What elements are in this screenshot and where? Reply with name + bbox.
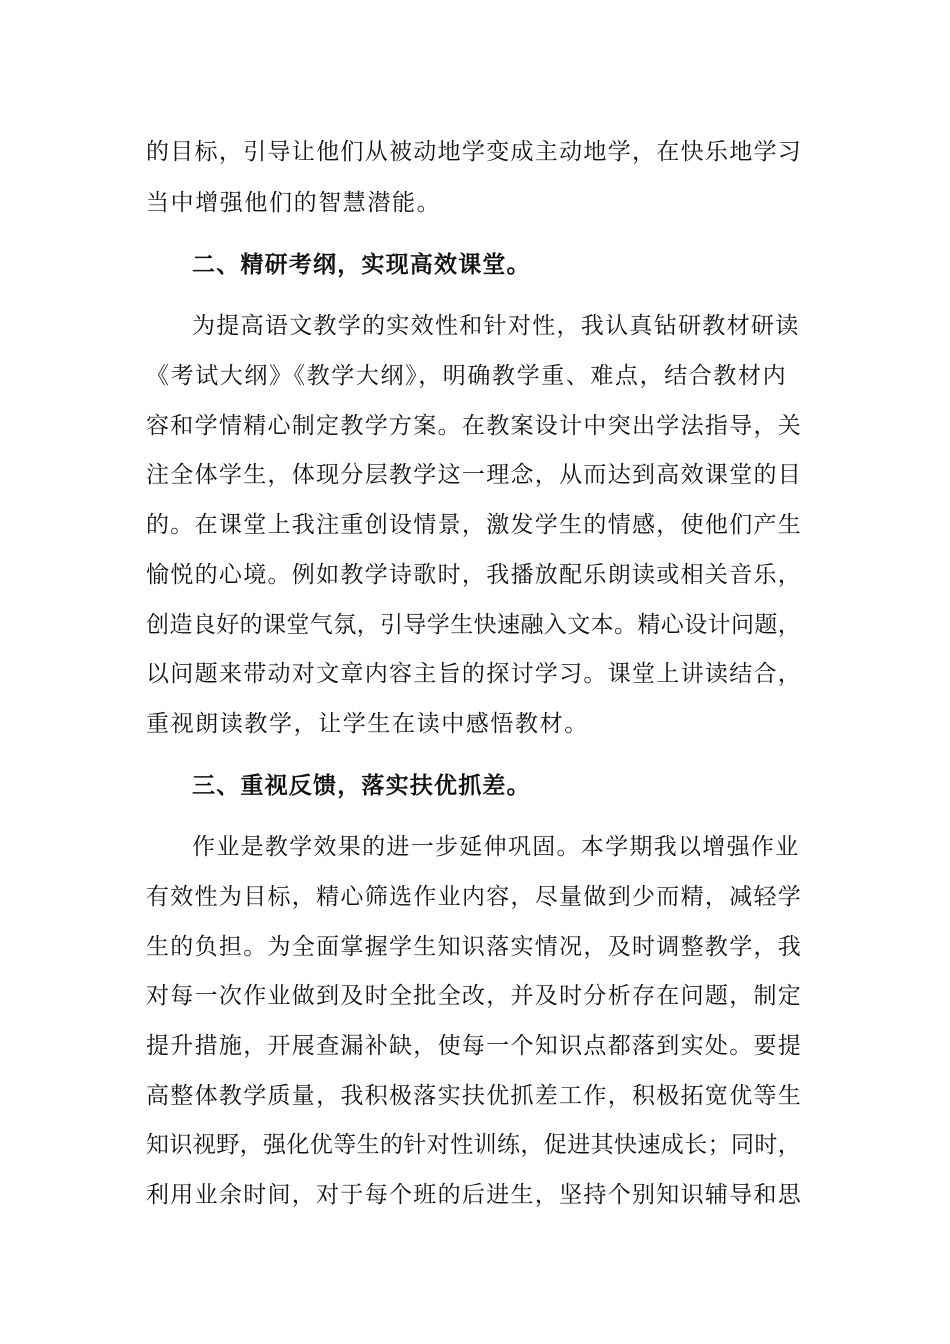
body-text-line: 创造良好的课堂气氛，引导学生快速融入文本。精心设计问题， xyxy=(146,612,802,638)
body-text-line: 高整体教学质量，我积极落实扶优抓差工作，积极拓宽优等生 xyxy=(146,1083,803,1109)
body-text-line: 容和学情精心制定教学方案。在教案设计中突出学法指导，关 xyxy=(146,413,803,439)
body-text-line: 利用业余时间，对于每个班的后进生，坚持个别知识辅导和思 xyxy=(146,1182,803,1208)
body-text-line: 对每一次作业做到及时全批全改，并及时分析存在问题，制定 xyxy=(146,983,803,1009)
body-text-line: 当中增强他们的智慧潜能。 xyxy=(146,190,442,216)
body-text-line: 提升措施，开展查漏补缺，使每一个知识点都落到实处。要提 xyxy=(146,1033,803,1059)
body-text-line: 有效性为目标，精心筛选作业内容，尽量做到少而精，减轻学 xyxy=(146,884,803,910)
section-heading-3: 三、重视反馈，落实扶优抓差。 xyxy=(192,773,531,799)
body-text-line: 为提高语文教学的实效性和针对性，我认真钻研教材研读 xyxy=(192,313,800,339)
body-text-line: 以问题来带动对文章内容主旨的探讨学习。课堂上讲读结合， xyxy=(146,661,803,687)
body-text-line: 知识视野，强化优等生的针对性训练，促进其快速成长；同时， xyxy=(146,1132,802,1158)
body-text-line: 作业是教学效果的进一步延伸巩固。本学期我以增强作业 xyxy=(192,834,800,860)
body-text-line: 《考试大纲》《教学大纲》，明确教学重、难点，结合教材内 xyxy=(146,363,788,389)
body-text-line: 重视朗读教学，让学生在读中感悟教材。 xyxy=(146,711,589,737)
body-text-line: 的。在课堂上我注重创设情景，激发学生的情感，使他们产生 xyxy=(146,512,803,538)
body-text-line: 愉悦的心境。例如教学诗歌时，我播放配乐朗读或相关音乐， xyxy=(146,562,803,588)
body-text-line: 注全体学生，体现分层教学这一理念，从而达到高效课堂的目 xyxy=(146,462,803,488)
section-heading-2: 二、精研考纲，实现高效课堂。 xyxy=(192,252,531,278)
body-text-line: 的目标，引导让他们从被动地学变成主动地学，在快乐地学习 xyxy=(146,139,803,165)
body-text-line: 生的负担。为全面掌握学生知识落实情况，及时调整教学，我 xyxy=(146,934,803,960)
